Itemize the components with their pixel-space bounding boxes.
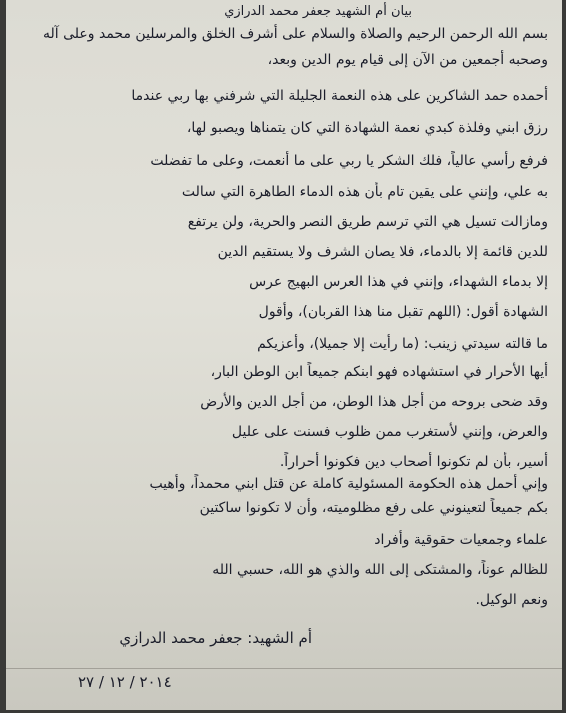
letter-line: رزق ابني وفلذة كبدي نعمة الشهادة التي كان يتمناها ويصبو لها،	[186, 120, 548, 136]
date: ٢٠١٤ / ١٢ / ٢٧	[78, 673, 172, 691]
letter-line: ما قالته سيدتي زينب: (ما رأيت إلا جميلا)، وأعزيكم	[257, 336, 548, 352]
signature: أم الشهيد: جعفر محمد الدرازي	[119, 629, 312, 647]
letter-line: بكم جميعاً لتعينوني على رفع مظلوميته، وأن لا تكونوا ساكتين	[199, 500, 548, 516]
letter-line: والعرض، وإنني لأستغرب ممن ظلوب فسنت على عليل	[231, 424, 548, 440]
letter-paper	[6, 0, 562, 710]
letter-line: وصحبه أجمعين من الآن إلى قيام يوم الدين وبعد،	[267, 52, 548, 68]
letter-line: أسير، بأن لم تكونوا أصحاب دين فكونوا أحراراً.	[279, 454, 548, 470]
letter-line: ونعم الوكيل.	[475, 592, 548, 608]
letter-line: أحمده حمد الشاكرين على هذه النعمة الجليلة التي شرفني بها ربي عندما	[131, 88, 548, 104]
letter-line: ومازالت تسيل هي التي ترسم طريق النصر والحرية، ولن يرتفع	[187, 214, 548, 230]
letter-line: وقد ضحى بروحه من أجل هذا الوطن، من أجل الدين والأرض	[200, 394, 548, 410]
letter-line: الشهادة أقول: (اللهم تقبل منا هذا القربان)، وأقول	[258, 304, 548, 320]
letter-line: بسم الله الرحمن الرحيم والصلاة والسلام على أشرف الخلق والمرسلين محمد وعلى آله	[43, 26, 548, 42]
letter-header: بيان أم الشهيد جعفر محمد الدرازي	[224, 4, 412, 19]
letter-line: علماء وجمعيات حقوقية وأفراد	[374, 532, 548, 548]
paper-fold-line	[6, 668, 562, 669]
letter-line: للظالم عوناً، والمشتكى إلى الله والذي هو الله، حسبي الله	[212, 562, 548, 578]
letter-line: للدين قائمة إلا بالدماء، فلا يصان الشرف ولا يستقيم الدين	[217, 244, 548, 260]
letter-line: وإني أحمل هذه الحكومة المسئولية كاملة عن قتل ابني محمداً، وأهيب	[149, 476, 548, 492]
letter-line: أيها الأحرار في استشهاده فهو ابنكم جميعاً ابن الوطن البار،	[210, 364, 548, 380]
letter-line: فرفع رأسي عالياً، فلك الشكر يا ربي على ما أنعمت، وعلى ما تفضلت	[150, 153, 548, 169]
letter-line: إلا بدماء الشهداء، وإنني في هذا العرس البهيج عرس	[249, 274, 548, 290]
letter-line: به علي، وإنني على يقين تام بأن هذه الدماء الطاهرة التي سالت	[181, 184, 548, 200]
